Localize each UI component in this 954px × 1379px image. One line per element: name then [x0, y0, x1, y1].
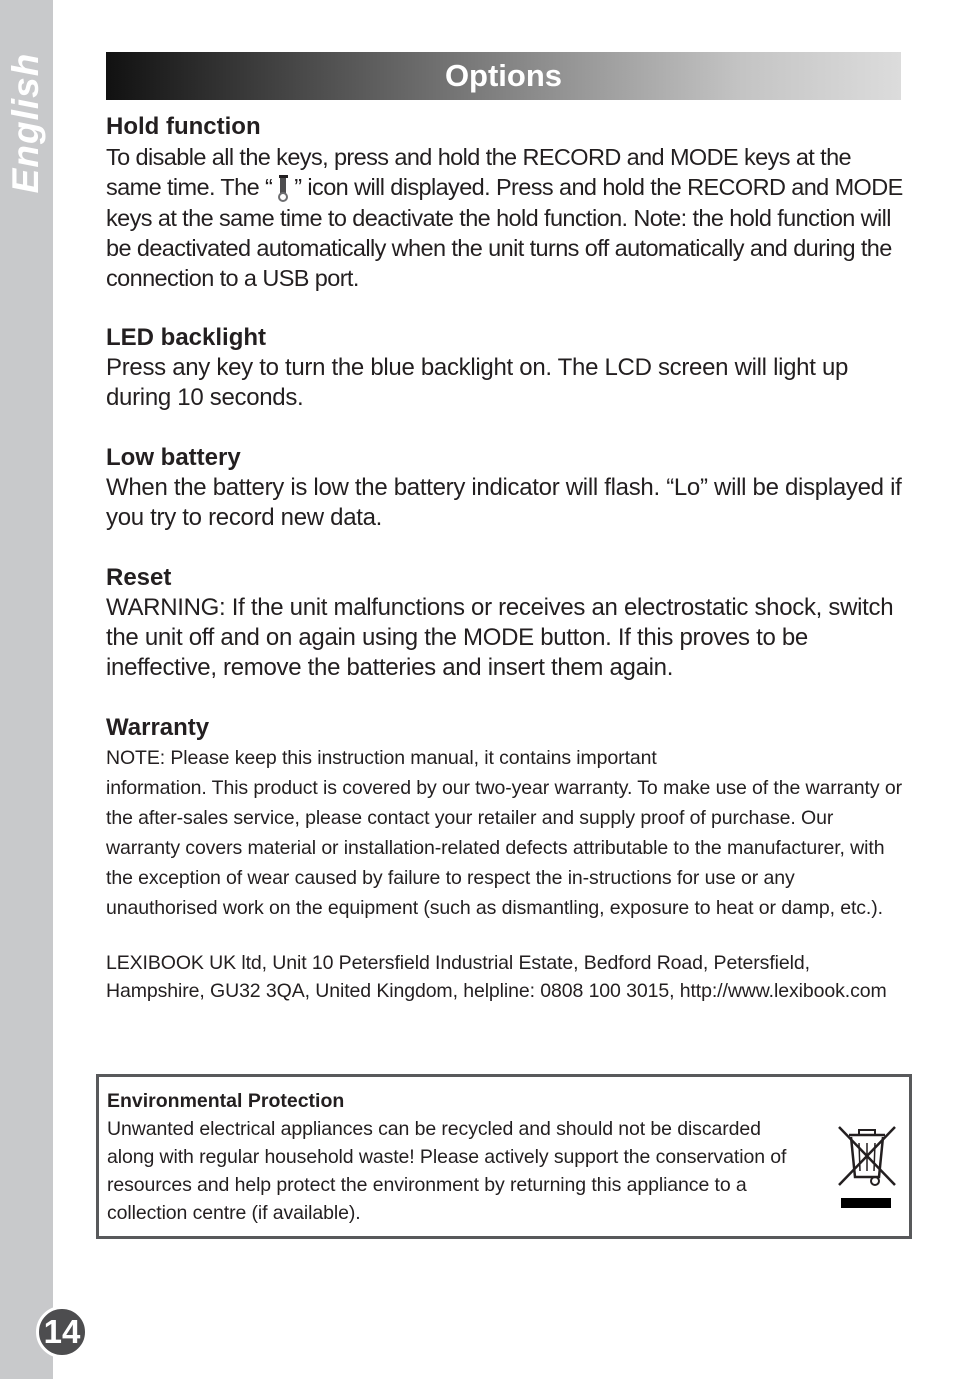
environment-title: Environmental Protection [107, 1090, 345, 1112]
company-address: LEXIBOOK UK ltd, Unit 10 Petersfield Industrial Estate, Bedford Road, Petersfield, Hampshire, GU32 3QA, United Kingdom, helpline: 0808 100 3015, http://www.lexibook.com [106, 952, 887, 1002]
reset-text: WARNING: If the unit malfunctions or receives an electrostatic shock, switch the unit off and on again using the MODE button. If this proves to be ineffective, remove the batteries and insert them again. [106, 594, 894, 681]
warranty-text: information. This product is covered by our two-year warranty. To make use of the warranty or the after-sales service, please contact your retailer and supply proof of purchase. Our warranty covers material or installation-related defects attributable to the manufacturer, with the exception of wear caused by failure to respect the in-structions for use or any unauthorised work on the equipment (such as dismantling, exposure to heat or damp, etc.). [106, 777, 902, 919]
warranty-title: Warranty [106, 714, 210, 741]
environment-text-block [107, 1087, 807, 1227]
hold-text [106, 142, 906, 293]
warranty-note: NOTE: Please keep this instruction manual, it contains important [106, 747, 657, 769]
reset-section [106, 563, 906, 683]
side-strip [0, 0, 53, 1379]
key-lock-icon [272, 173, 294, 203]
led-title: LED backlight [106, 324, 267, 351]
reset-title: Reset [106, 564, 172, 591]
led-text: Press any key to turn the blue backlight on. The LCD screen will light up during 10 seconds. [106, 354, 849, 411]
led-section [106, 323, 906, 413]
battery-section [106, 443, 906, 533]
hold-text-before: To disable all the keys, press and hold the RECORD and MODE keys at the same time. The “ [106, 144, 852, 200]
hold-text-after: ” icon will displayed. Press and hold the RECORD and MODE keys at the same time to deactivate the hold function. Note: the hold function will be deactivated automatically when the unit turns off automatically and during the connection to a USB port. [106, 174, 903, 291]
page-title: Options [444, 58, 563, 93]
battery-text: When the battery is low the battery indicator will flash. “Lo” will be displayed if you try to record new data. [106, 474, 902, 531]
page-number: 14 [36, 1306, 88, 1358]
environment-box [96, 1074, 912, 1239]
environment-text: Unwanted electrical appliances can be recycled and should not be discarded along with regular household waste! Please actively support the conservation of resources and help protect the environment by returning this appliance to a collection centre (if available). [107, 1118, 787, 1224]
warranty-section [106, 713, 906, 923]
section-header [106, 52, 901, 100]
language-label: English [5, 52, 46, 194]
crossed-out-wheelie-bin-icon [837, 1123, 899, 1215]
hold-section [106, 112, 906, 293]
battery-title: Low battery [106, 444, 241, 471]
main-content [106, 112, 906, 1005]
hold-title: Hold function [106, 113, 261, 140]
